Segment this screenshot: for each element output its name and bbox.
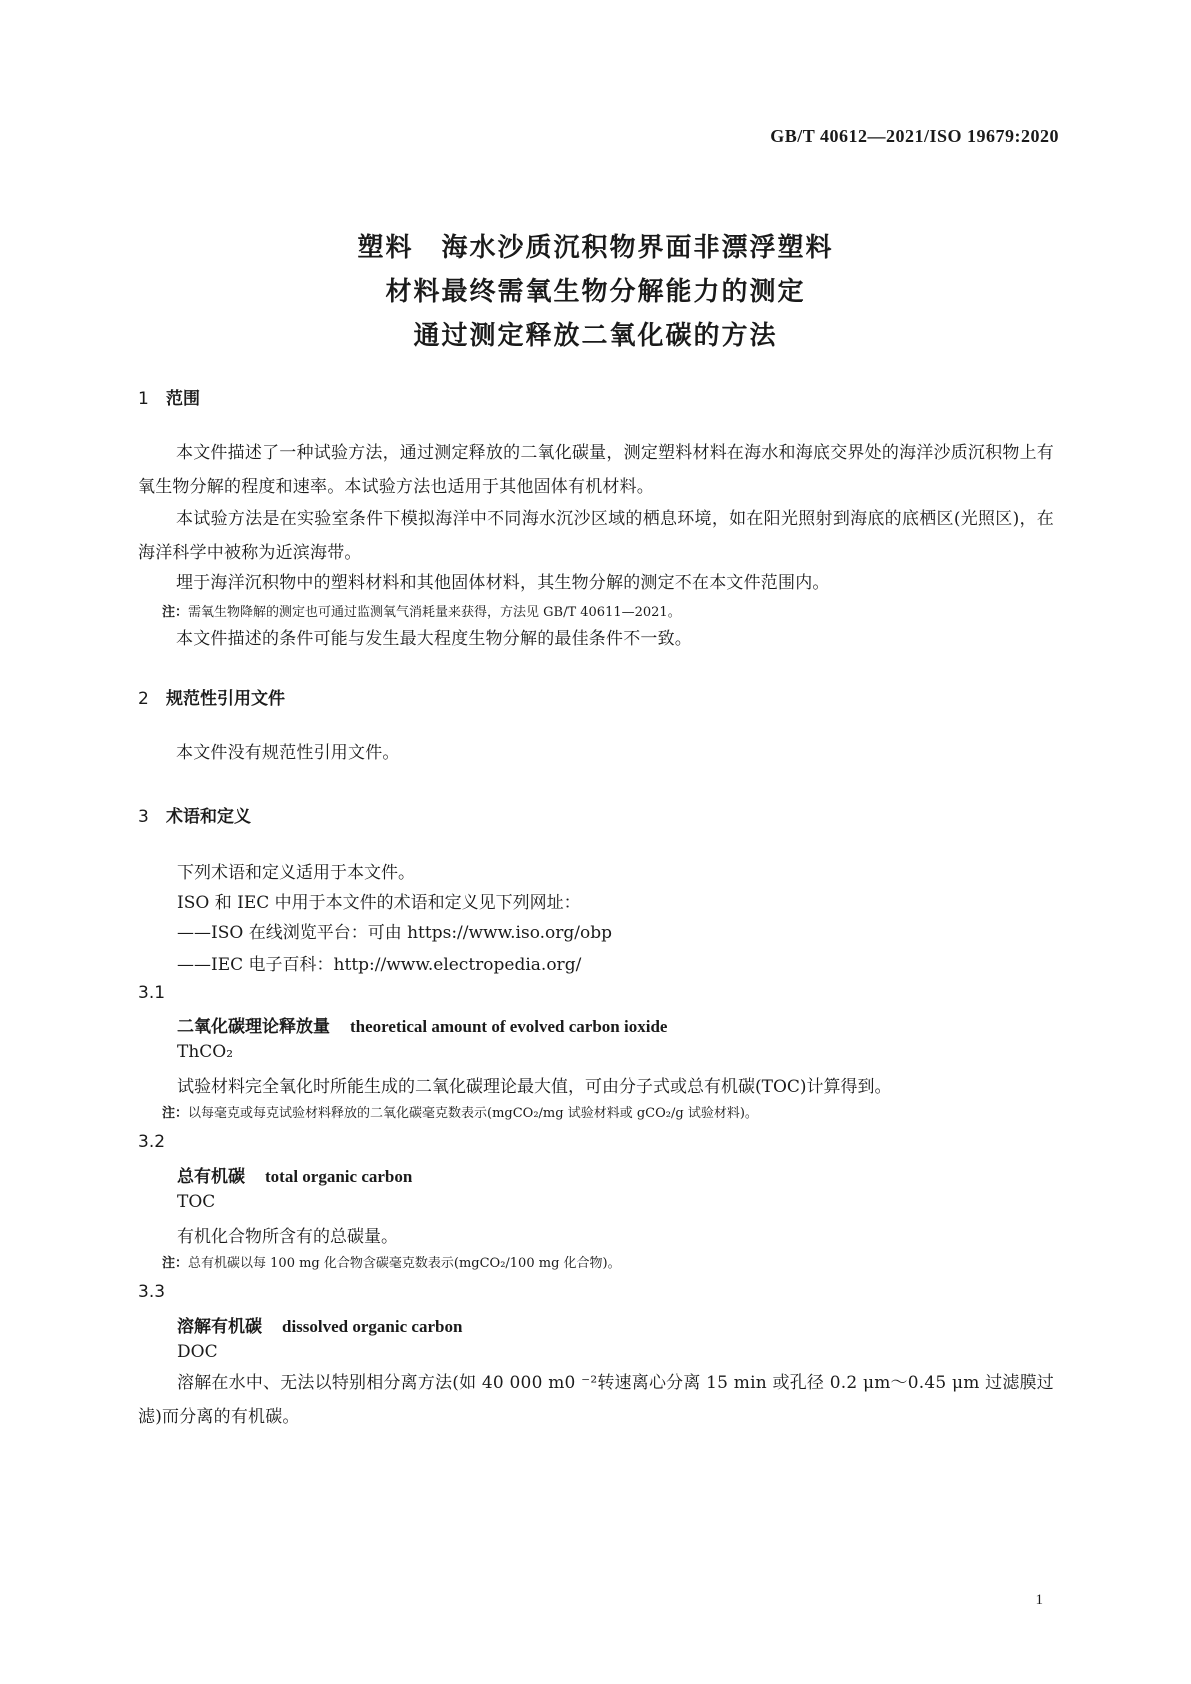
section-3-heading [138, 802, 251, 827]
term-number: 3.3 [138, 1282, 166, 1302]
iso-obp-link[interactable]: ——ISO 在线浏览平台：可由 https://www.iso.org/obp [177, 923, 613, 943]
term-note [162, 1252, 621, 1271]
term-abbreviation: ThCO₂ [177, 1042, 234, 1062]
term-zh: 二氧化碳理论释放量 [177, 1017, 330, 1037]
term-abbreviation: DOC [177, 1342, 218, 1362]
section-1-paragraph-3: 埋于海洋沉积物中的塑料材料和其他固体材料，其生物分解的测定不在本文件范围内。 [176, 573, 830, 593]
term-en: theoretical amount of evolved carbon ioxide [350, 1017, 668, 1036]
title-line-1: 塑料 海水沙质沉积物界面非漂浮塑料 [357, 233, 834, 263]
section-2-paragraph-1: 本文件没有规范性引用文件。 [176, 743, 400, 763]
term-heading [177, 1162, 412, 1187]
section-1-paragraph-2: 本试验方法是在实验室条件下模拟海洋中不同海水沉沙区域的栖息环境，如在阳光照射到海底的底栖区(光照区)，在海洋科学中被称为近滨海带。 [138, 509, 1054, 563]
term-heading [177, 1312, 462, 1337]
term-definition: 溶解在水中、无法以特别相分离方法(如 40 000 m0 ⁻²转速离心分离 15 min 或孔径 0.2 μm～0.45 μm 过滤膜过滤)而分离的有机碳。 [138, 1373, 1054, 1427]
section-1-paragraph-1: 本文件描述了一种试验方法，通过测定释放的二氧化碳量，测定塑料材料在海水和海底交界处的海洋沙质沉积物上有氧生物分解的程度和速率。本试验方法也适用于其他固体有机材料。 [138, 443, 1054, 497]
note-label: 注： [162, 605, 189, 620]
section-3-intro-2: ISO 和 IEC 中用于本文件的术语和定义见下列网址： [177, 893, 581, 913]
term-en: total organic carbon [265, 1167, 413, 1186]
term-zh: 溶解有机碳 [177, 1317, 262, 1337]
term-number: 3.1 [138, 983, 166, 1003]
iec-electropedia-link[interactable]: ——IEC 电子百科：http://www.electropedia.org/ [177, 955, 582, 975]
note-label: 注： [162, 1256, 189, 1271]
section-3-intro-1: 下列术语和定义适用于本文件。 [177, 863, 415, 883]
term-note [162, 1102, 758, 1121]
section-title: 术语和定义 [166, 807, 251, 827]
term-heading [177, 1012, 667, 1037]
section-1-paragraph-4: 本文件描述的条件可能与发生最大程度生物分解的最佳条件不一致。 [176, 629, 692, 649]
title-line-2: 材料最终需氧生物分解能力的测定 [385, 277, 806, 307]
standard-code: GB/T 40612—2021/ISO 19679:2020 [770, 126, 1059, 146]
section-number: 1 [138, 389, 149, 409]
note-text: 总有机碳以每 100 mg 化合物含碳毫克数表示(mgCO₂/100 mg 化合物)。 [188, 1256, 621, 1271]
section-number: 3 [138, 807, 149, 827]
document-title [0, 226, 1191, 358]
note-label: 注： [162, 1106, 189, 1121]
term-abbreviation: TOC [177, 1192, 216, 1212]
section-1-note [162, 601, 681, 620]
section-title: 范围 [166, 389, 200, 409]
section-number: 2 [138, 689, 149, 709]
page-number: 1 [1035, 1592, 1043, 1608]
section-1-heading [138, 384, 200, 409]
section-2-heading [138, 684, 285, 709]
note-text: 需氧生物降解的测定也可通过监测氧气消耗量来获得，方法见 GB/T 40611—2021。 [188, 605, 681, 620]
note-text: 以每毫克或每克试验材料释放的二氧化碳毫克数表示(mgCO₂/mg 试验材料或 gCO₂/g 试验材料)。 [188, 1106, 758, 1121]
term-number: 3.2 [138, 1132, 166, 1152]
section-title: 规范性引用文件 [166, 689, 285, 709]
title-line-3: 通过测定释放二氧化碳的方法 [413, 321, 778, 351]
term-zh: 总有机碳 [177, 1167, 245, 1187]
term-definition: 有机化合物所含有的总碳量。 [177, 1227, 398, 1247]
term-en: dissolved organic carbon [282, 1317, 463, 1336]
term-definition: 试验材料完全氧化时所能生成的二氧化碳理论最大值，可由分子式或总有机碳(TOC)计算得到。 [177, 1077, 892, 1097]
